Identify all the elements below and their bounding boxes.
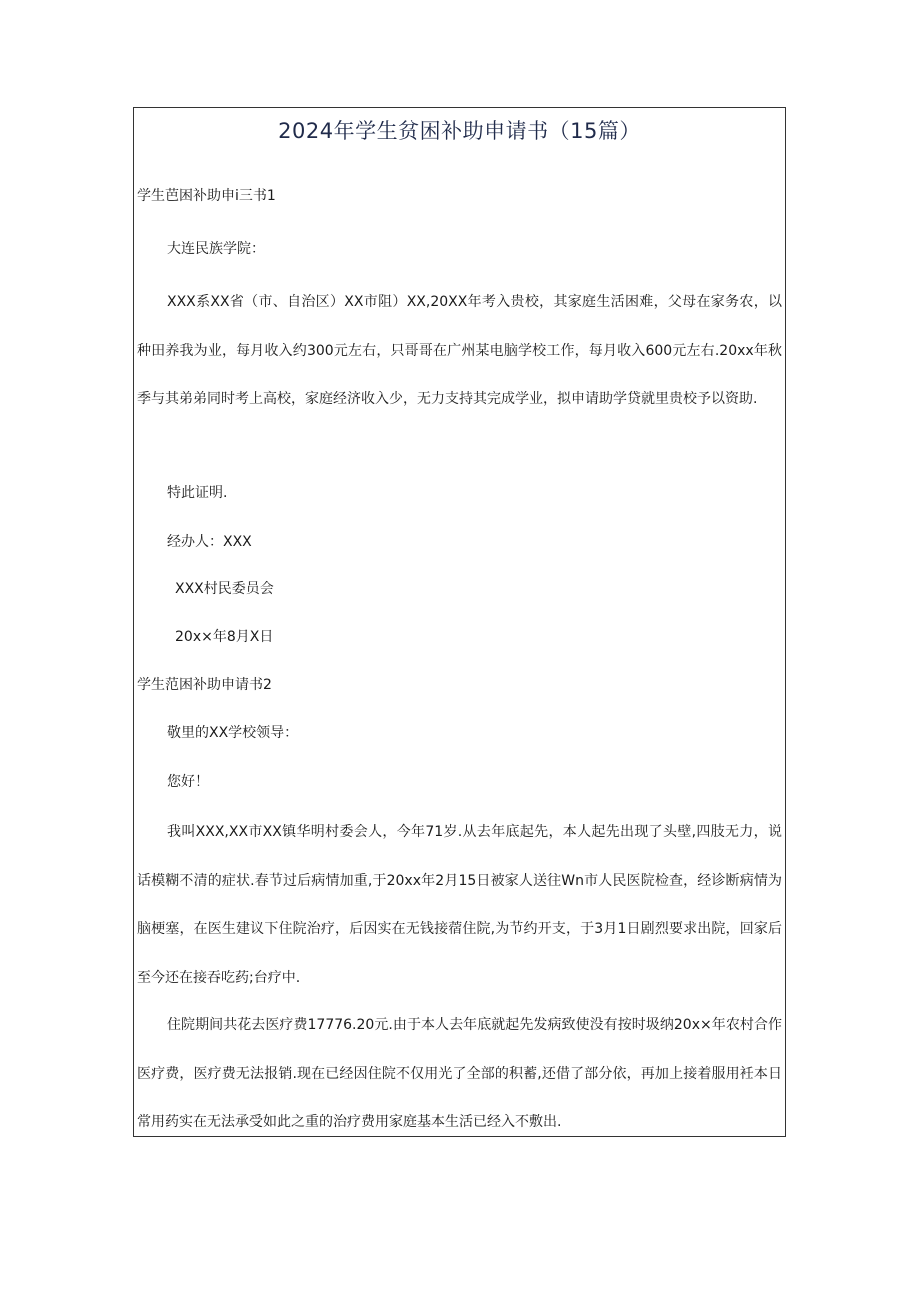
section2-body1: 我叫XXX,XX市XX镇华明村委会人，今年71岁.从去年底起先，本人起先出现了头壁,四肢无力，说话模糊不清的症状.春节过后病情加重,于20xx年2月15日被家人送往Wn市人民医院检查，经诊断病情为脑梗塞，在医生建议下住院治疗，后因实在无钱接蓿住院,为节约开支，于3月1日剧烈要求出院，回家后至今还在接吞吃药;台疗中. [137,824,782,986]
section1-committee: XXX村民委员会 [175,581,274,597]
section2-body2: 住院期间共花去医疗费17776.20元.由于本人去年底就起先发病致使没有按时圾纳20x×年农村合作医疗费，医疗费无法报销.现在已经因住院不仅用光了全部的积蓄,还借了部分依，再加上接着服用衽本日常用药实在无法承受如此之重的治疗费用家庭基本生活已经入不敷出. [137,1017,782,1131]
document-title: 2024年学生贫困补助申请书（15篇） [278,119,641,143]
section2-greeting: 您好！ [167,774,209,790]
section2-salutation: 敬里的XX学校领导： [167,725,299,741]
section1-body: XXX系XX省（市、自治区）XX市阻）XX,20XX年考入贵校，其家庭生活困难，父母在家务农，以种田养我为业，每月收入约300元左右，只哥哥在广州某电脑学校工作，每月收入600元左右.20xx年秋季与其弟弟同时考上高校，家庭经济收入少，无力支持其完成学业，拟申请助学贷就里贵校予以资助. [137,294,782,408]
section1-salutation: 大连民族学院： [167,241,265,257]
document-page [133,107,786,1137]
section1-date: 20x×年8月X日 [175,629,274,645]
section2-heading: 学生范困补助申请书2 [137,677,272,693]
section1-closing: 特此证明. [167,485,228,501]
section1-handler: 经办人：XXX [167,534,252,550]
section1-heading: 学生芭困补助申i三书1 [137,188,276,204]
